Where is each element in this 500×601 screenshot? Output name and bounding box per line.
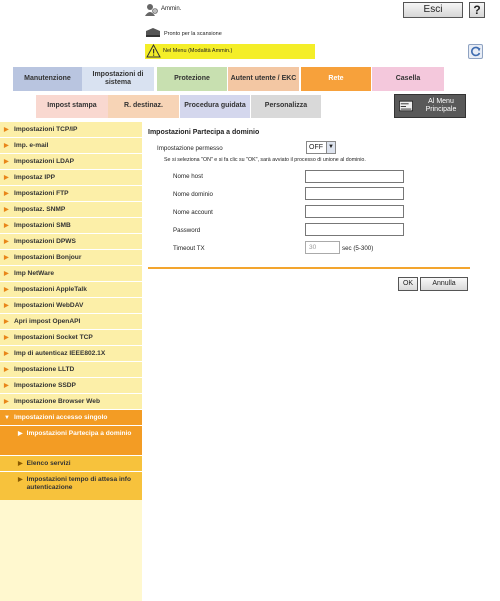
- sidebar-background: [0, 500, 142, 601]
- sidebar-item[interactable]: [0, 282, 142, 298]
- sidebar-subitem[interactable]: [0, 426, 142, 456]
- sidebar-item[interactable]: [0, 154, 142, 170]
- sidebar-item[interactable]: [0, 170, 142, 186]
- cancel-button[interactable]: Annulla: [420, 277, 468, 291]
- chevron-right-icon: ▶: [4, 351, 9, 357]
- sidebar-item[interactable]: [0, 362, 142, 378]
- refresh-button[interactable]: [468, 44, 483, 59]
- timeout-hint: sec (5-300): [342, 245, 374, 252]
- sidebar-subitem[interactable]: [0, 456, 142, 472]
- chevron-down-icon: ▼: [326, 142, 335, 153]
- sidebar-item-label: Impostazioni WebDAV: [14, 302, 84, 309]
- chevron-right-icon: ▶: [4, 399, 9, 405]
- sidebar-item-label: Imp NetWare: [14, 270, 55, 277]
- sidebar-item-label: Impostazioni tempo di attesa info autenticazione: [26, 476, 132, 492]
- main-menu-label: Al Menu Principale: [425, 98, 457, 114]
- chevron-right-icon: ▶: [4, 383, 9, 389]
- form-divider: [148, 267, 470, 269]
- tab-maintenance[interactable]: Manutenzione: [13, 67, 82, 91]
- main-menu-button[interactable]: [394, 94, 466, 118]
- sidebar-item-label: Elenco servizi: [26, 460, 71, 467]
- permission-select-value: OFF: [309, 144, 323, 151]
- tab-print-settings[interactable]: Impost stampa: [36, 95, 108, 118]
- chevron-right-icon: ▶: [4, 335, 9, 341]
- chevron-right-icon: ▶: [18, 477, 23, 483]
- chevron-right-icon: ▶: [4, 319, 9, 325]
- tab-customize[interactable]: Personalizza: [251, 95, 321, 118]
- sidebar-item[interactable]: [0, 330, 142, 346]
- sidebar-item-label: Impostazioni TCP/IP: [14, 126, 78, 133]
- tab-box[interactable]: Casella: [372, 67, 444, 91]
- sidebar-item-label: Impostaz IPP: [14, 174, 56, 181]
- chevron-right-icon: ▶: [4, 127, 9, 133]
- sidebar-item[interactable]: [0, 266, 142, 282]
- tab-wizard[interactable]: Procedura guidata: [180, 95, 250, 118]
- account-name-label: Nome account: [173, 209, 213, 216]
- sidebar-item-label: Imp di autenticaz IEEE802.1X: [14, 350, 106, 357]
- account-name-input[interactable]: [305, 205, 404, 218]
- chevron-right-icon: ▶: [4, 303, 9, 309]
- chevron-right-icon: ▶: [4, 223, 9, 229]
- permission-label: Impostazione permesso: [157, 145, 223, 152]
- sidebar-item-label: Impostazioni LDAP: [14, 158, 75, 165]
- help-button[interactable]: ?: [469, 2, 485, 18]
- sidebar-item-single-access[interactable]: [0, 410, 142, 426]
- admin-mode-text: Nel Menu (Modalità Ammin.): [163, 48, 233, 54]
- sidebar-item-label: Impostazioni SMB: [14, 222, 71, 229]
- sidebar: [0, 122, 142, 518]
- sidebar-item-label: Apri impost OpenAPI: [14, 318, 81, 325]
- tab-network[interactable]: Rete: [301, 67, 371, 91]
- timeout-input[interactable]: 30: [305, 241, 340, 254]
- scan-status: Pronto per la scansione: [164, 31, 222, 37]
- tab-security[interactable]: Protezione: [157, 67, 227, 91]
- chevron-right-icon: ▶: [4, 287, 9, 293]
- logout-button[interactable]: Esci: [403, 2, 463, 18]
- ok-button[interactable]: OK: [398, 277, 418, 291]
- sidebar-item-label: Impostazione Browser Web: [14, 398, 100, 405]
- sidebar-item-label: Impostaz. SNMP: [14, 206, 66, 213]
- domain-name-input[interactable]: [305, 187, 404, 200]
- chevron-right-icon: ▶: [4, 175, 9, 181]
- timeout-label: Timeout TX: [173, 245, 205, 252]
- chevron-right-icon: ▶: [4, 191, 9, 197]
- refresh-icon: [469, 45, 482, 58]
- menu-icon: [399, 100, 413, 112]
- sidebar-subitem[interactable]: [0, 472, 142, 502]
- sidebar-item[interactable]: [0, 234, 142, 250]
- user-name: Ammin.: [161, 6, 182, 12]
- sidebar-item[interactable]: [0, 346, 142, 362]
- permission-select[interactable]: [306, 141, 336, 154]
- sidebar-item[interactable]: [0, 138, 142, 154]
- tab-user-auth[interactable]: Autent utente / EKC: [228, 67, 299, 91]
- sidebar-item[interactable]: [0, 314, 142, 330]
- sidebar-item[interactable]: [0, 186, 142, 202]
- sidebar-item[interactable]: [0, 298, 142, 314]
- sidebar-item-label: Impostazione LLTD: [14, 366, 75, 373]
- chevron-right-icon: ▶: [18, 431, 23, 437]
- chevron-right-icon: ▶: [4, 255, 9, 261]
- password-label: Password: [173, 227, 201, 234]
- host-name-label: Nome host: [173, 173, 203, 180]
- scanner-icon: [145, 27, 161, 38]
- chevron-right-icon: ▶: [4, 207, 9, 213]
- sidebar-item[interactable]: [0, 250, 142, 266]
- tab-store-address[interactable]: R. destinaz.: [108, 95, 179, 118]
- user-icon: [145, 3, 158, 16]
- chevron-right-icon: ▶: [4, 159, 9, 165]
- chevron-right-icon: ▶: [4, 239, 9, 245]
- host-name-input[interactable]: [305, 170, 404, 183]
- join-domain-note: Se si seleziona "ON" e si fa clic su "OK", sarà avviato il processo di unione al dominio.: [164, 157, 366, 163]
- sidebar-item-label: Impostazioni Partecipa a dominio: [26, 430, 132, 437]
- tab-system-settings[interactable]: Impostazioni di sistema: [82, 67, 154, 91]
- chevron-down-icon: ▼: [4, 414, 10, 421]
- page-title: Impostazioni Partecipa a dominio: [148, 129, 260, 136]
- chevron-right-icon: ▶: [4, 271, 9, 277]
- sidebar-item-label: Impostazioni AppleTalk: [14, 286, 87, 293]
- chevron-right-icon: ▶: [18, 461, 23, 467]
- chevron-right-icon: ▶: [4, 367, 9, 373]
- sidebar-item-label: Impostazioni FTP: [14, 190, 69, 197]
- chevron-right-icon: ▶: [4, 143, 9, 149]
- sidebar-item-label: Impostazioni Bonjour: [14, 254, 82, 261]
- password-input[interactable]: [305, 223, 404, 236]
- sidebar-item[interactable]: [0, 218, 142, 234]
- sidebar-item-label: Impostazioni Socket TCP: [14, 334, 93, 341]
- sidebar-item-label: Imp. e-mail: [14, 142, 49, 149]
- warning-icon: [146, 44, 161, 58]
- sidebar-item-label: Impostazione SSDP: [14, 382, 76, 389]
- domain-name-label: Nome dominio: [173, 191, 213, 198]
- sidebar-item-label: Impostazioni DPWS: [14, 238, 76, 245]
- sidebar-item[interactable]: [0, 122, 142, 138]
- sidebar-item[interactable]: [0, 394, 142, 410]
- sidebar-item[interactable]: [0, 378, 142, 394]
- sidebar-item-label: Impostazioni accesso singolo: [14, 414, 108, 421]
- sidebar-item[interactable]: [0, 202, 142, 218]
